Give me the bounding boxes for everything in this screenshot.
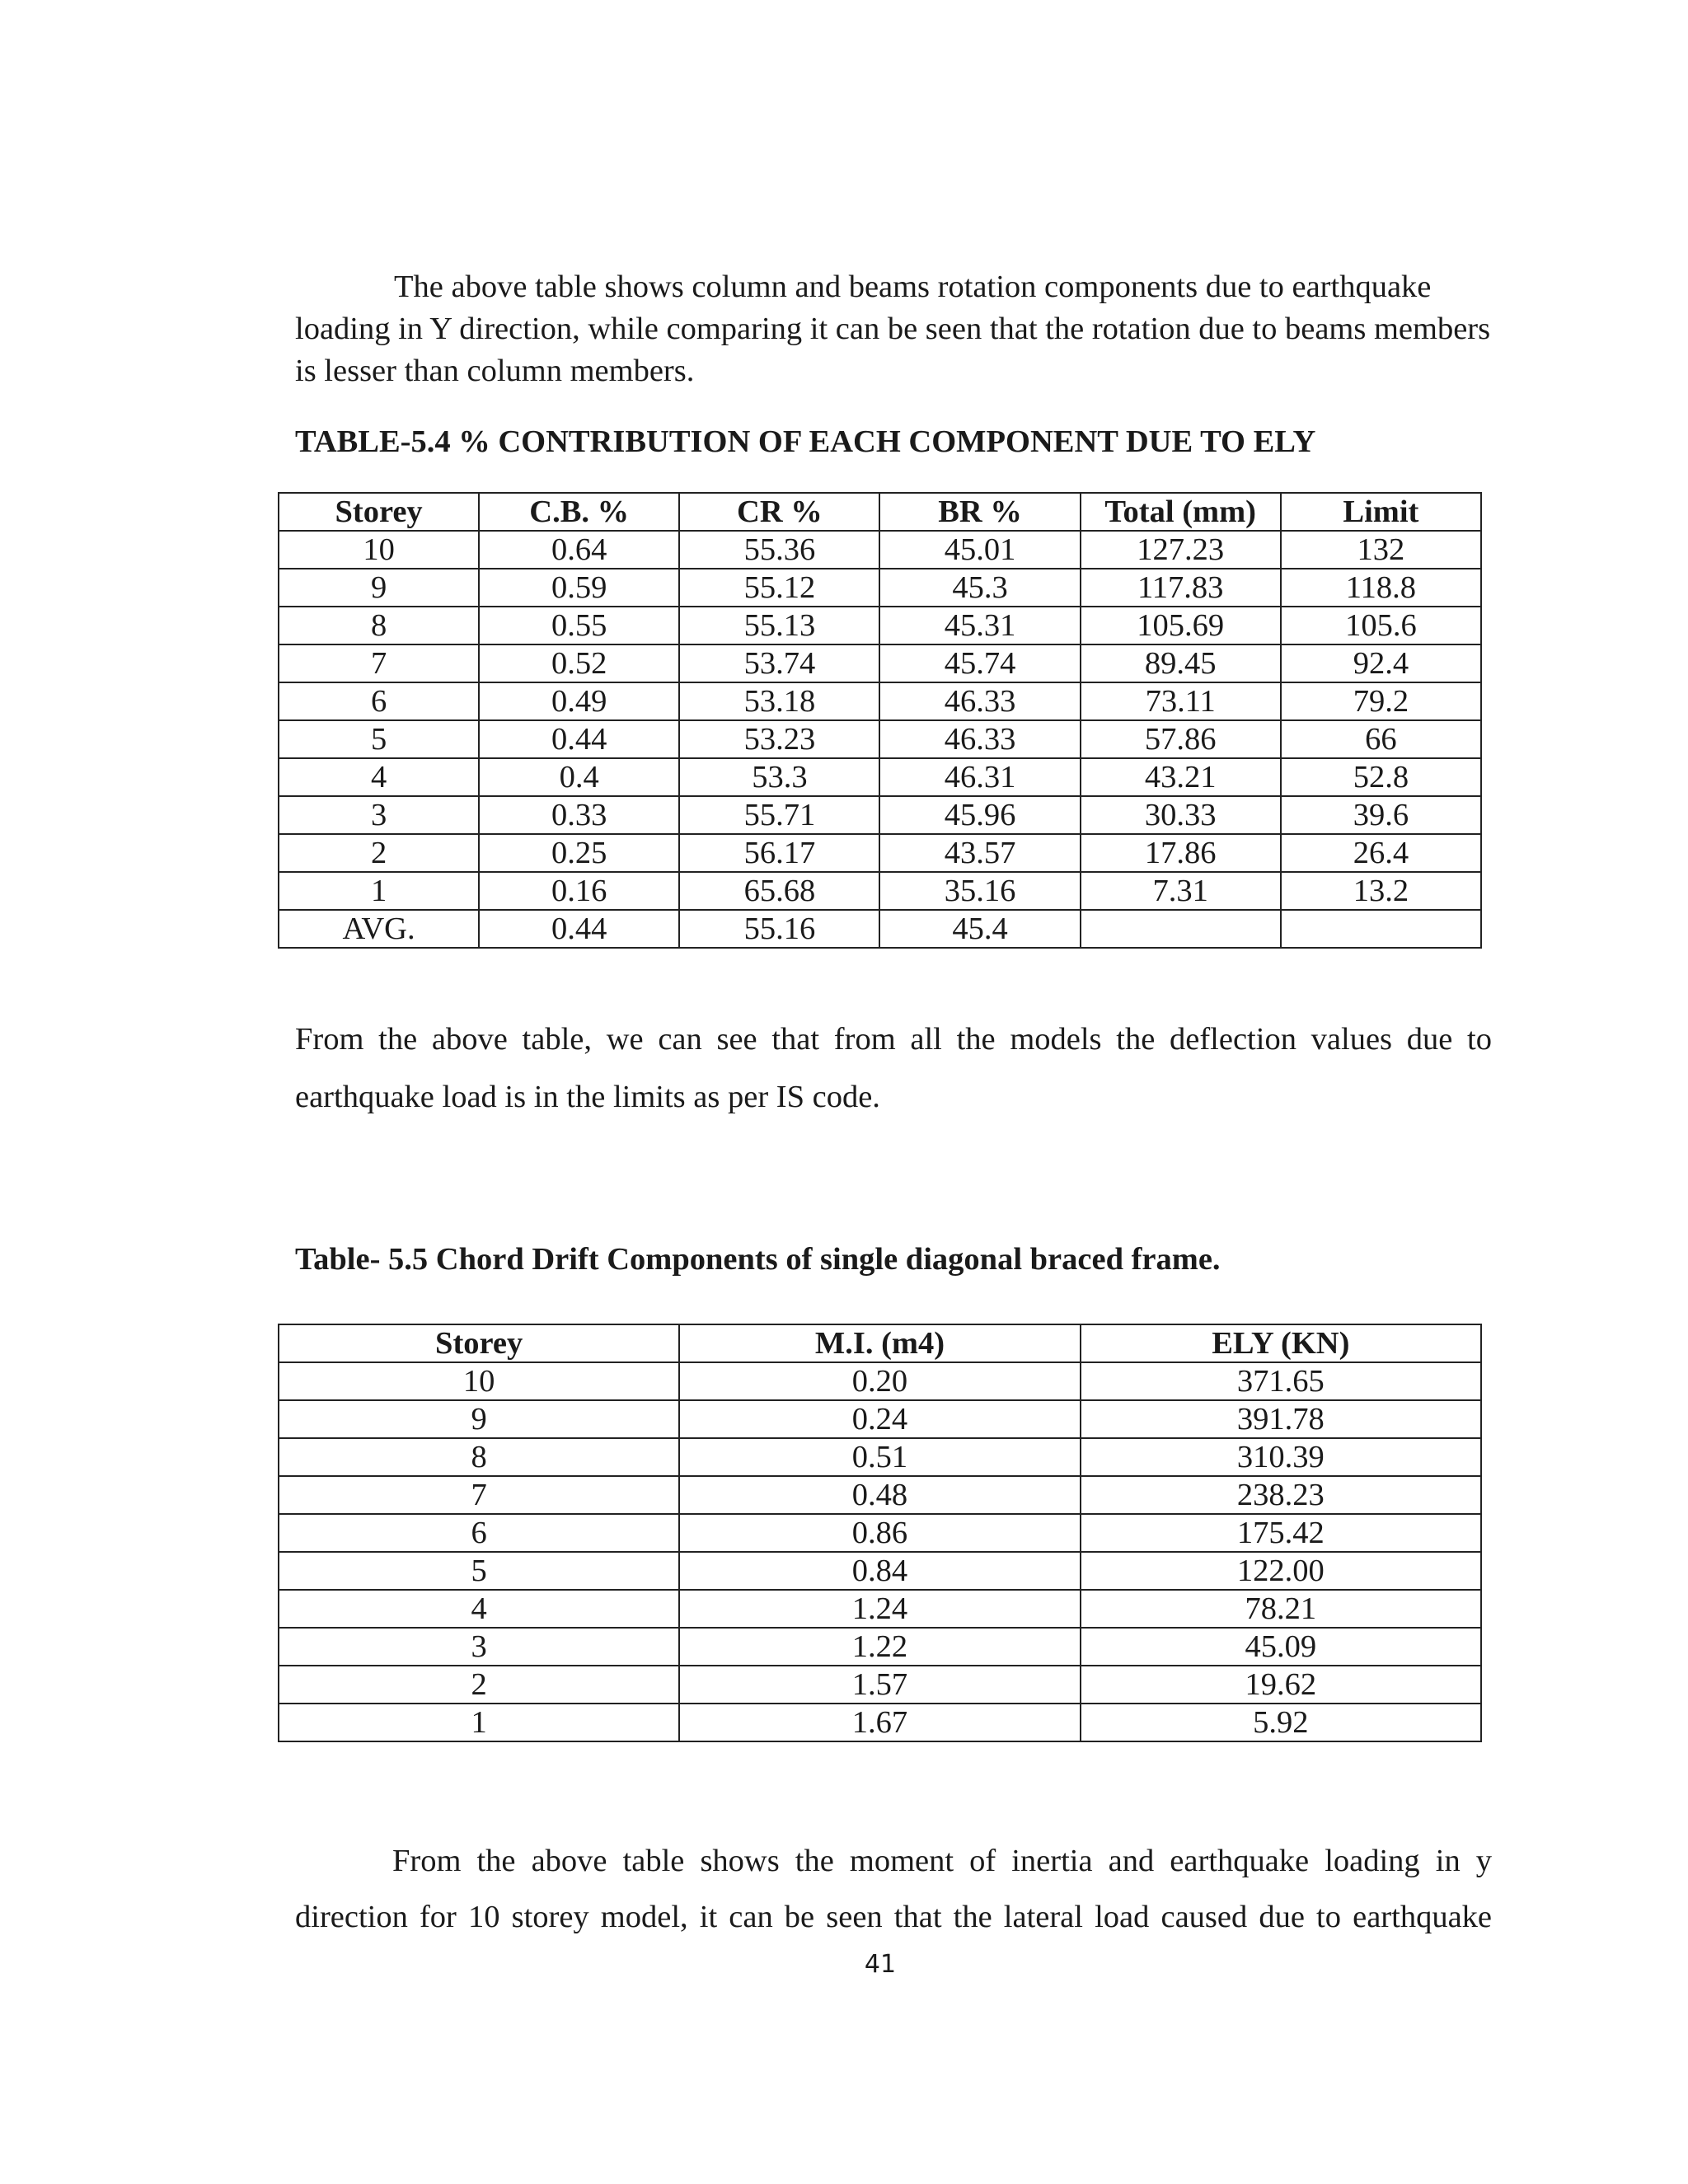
table-cell: 3 (279, 1628, 679, 1666)
table-row (279, 910, 1481, 948)
table-cell: 0.4 (479, 758, 679, 796)
table-cell: 43.21 (1081, 758, 1281, 796)
table-row (279, 796, 1481, 834)
table-cell: 79.2 (1281, 682, 1481, 720)
table-cell: 238.23 (1081, 1476, 1481, 1514)
table-row (279, 682, 1481, 720)
table-cell: 118.8 (1281, 569, 1481, 607)
table-cell: 132 (1281, 531, 1481, 569)
table-row (279, 607, 1481, 644)
paragraph-moment-of-inertia: From the above table shows the moment of inertia and earthquake loading in y direction for 10 storey model, it can be seen that the lateral load caused due to earthquake (295, 1844, 1492, 1934)
table-cell: 1.67 (679, 1704, 1080, 1741)
table-cell: 9 (279, 569, 479, 607)
page-number: 41 (864, 1950, 897, 1979)
table-cell: 7.31 (1081, 872, 1281, 910)
table-cell: 78.21 (1081, 1590, 1481, 1628)
table-cell: 65.68 (679, 872, 879, 910)
table-cell: 10 (279, 531, 479, 569)
table-cell: 1.24 (679, 1590, 1080, 1628)
table-cell: 46.31 (879, 758, 1080, 796)
table-5-4 (278, 492, 1482, 949)
column-header: M.I. (m4) (679, 1324, 1080, 1362)
table-cell: 117.83 (1081, 569, 1281, 607)
table-cell: 9 (279, 1400, 679, 1438)
table-cell: 45.96 (879, 796, 1080, 834)
table-cell: 6 (279, 1514, 679, 1552)
table-cell: 92.4 (1281, 644, 1481, 682)
table-cell (1281, 910, 1481, 948)
table-cell: 1.57 (679, 1666, 1080, 1704)
table-cell: 1.22 (679, 1628, 1080, 1666)
table-row (279, 872, 1481, 910)
table-cell: 55.36 (679, 531, 879, 569)
column-header: Storey (279, 1324, 679, 1362)
column-header: BR % (879, 493, 1080, 531)
table-cell: 5.92 (1081, 1704, 1481, 1741)
table-5-4-title: TABLE-5.4 % CONTRIBUTION OF EACH COMPONENT DUE TO ELY (295, 424, 1316, 459)
table-cell: 35.16 (879, 872, 1080, 910)
table-cell: 310.39 (1081, 1438, 1481, 1476)
table-row (279, 1704, 1481, 1741)
table-row (279, 1628, 1481, 1666)
table-cell: 39.6 (1281, 796, 1481, 834)
table-row (279, 1514, 1481, 1552)
table-cell (1081, 910, 1281, 948)
table-cell: 10 (279, 1362, 679, 1400)
table-cell: 7 (279, 644, 479, 682)
table-row (279, 531, 1481, 569)
table-cell: 45.01 (879, 531, 1080, 569)
table-cell: 66 (1281, 720, 1481, 758)
table-cell: 30.33 (1081, 796, 1281, 834)
table-cell: 175.42 (1081, 1514, 1481, 1552)
table-cell: 26.4 (1281, 834, 1481, 872)
table-cell: 0.55 (479, 607, 679, 644)
column-header: CR % (679, 493, 879, 531)
table-row (279, 569, 1481, 607)
table-cell: 1 (279, 1704, 679, 1741)
table-cell: 6 (279, 682, 479, 720)
table-cell: 8 (279, 1438, 679, 1476)
column-header: Limit (1281, 493, 1481, 531)
table-cell: 5 (279, 720, 479, 758)
table-cell: 8 (279, 607, 479, 644)
table-cell: 45.3 (879, 569, 1080, 607)
table-cell: 52.8 (1281, 758, 1481, 796)
table-cell: 2 (279, 1666, 679, 1704)
table-cell: 0.59 (479, 569, 679, 607)
table-cell: 0.25 (479, 834, 679, 872)
table-cell: 45.4 (879, 910, 1080, 948)
table-cell: 46.33 (879, 720, 1080, 758)
table-header-row (279, 493, 1481, 531)
table-cell: 7 (279, 1476, 679, 1514)
table-cell: 55.16 (679, 910, 879, 948)
table-5-5 (278, 1324, 1482, 1742)
table-cell: 0.24 (679, 1400, 1080, 1438)
column-header: C.B. % (479, 493, 679, 531)
paragraph-deflection: From the above table, we can see that from all the models the deflection values due to earthquake load is in the limits as per IS code. (295, 1022, 1492, 1114)
table-row (279, 644, 1481, 682)
table-cell: 105.69 (1081, 607, 1281, 644)
table-cell: 55.12 (679, 569, 879, 607)
column-header: ELY (KN) (1081, 1324, 1481, 1362)
table-row (279, 1590, 1481, 1628)
table-cell: 45.31 (879, 607, 1080, 644)
table-cell: 0.86 (679, 1514, 1080, 1552)
table-cell: 46.33 (879, 682, 1080, 720)
table-cell: 0.48 (679, 1476, 1080, 1514)
table-row (279, 834, 1481, 872)
table-cell: 0.16 (479, 872, 679, 910)
table-row (279, 1476, 1481, 1514)
table-cell: 0.33 (479, 796, 679, 834)
table-cell: 56.17 (679, 834, 879, 872)
table-cell: 105.6 (1281, 607, 1481, 644)
table-row (279, 1552, 1481, 1590)
column-header: Total (mm) (1081, 493, 1281, 531)
table-row (279, 1666, 1481, 1704)
table-cell: 13.2 (1281, 872, 1481, 910)
table-cell: 0.52 (479, 644, 679, 682)
table-5-5-title: Table- 5.5 Chord Drift Components of single diagonal braced frame. (295, 1242, 1221, 1277)
table-cell: 122.00 (1081, 1552, 1481, 1590)
table-cell: 55.13 (679, 607, 879, 644)
table-cell: 55.71 (679, 796, 879, 834)
table-cell: 17.86 (1081, 834, 1281, 872)
table-cell: 0.64 (479, 531, 679, 569)
table-cell: 53.3 (679, 758, 879, 796)
paragraph-intro: The above table shows column and beams rotation components due to earthquake loading in Y direction, while comparing it can be seen that the rotation due to beams members is lesser than column members. (295, 269, 1491, 388)
table-row (279, 720, 1481, 758)
table-cell: 391.78 (1081, 1400, 1481, 1438)
table-cell: 0.44 (479, 910, 679, 948)
table-cell: 5 (279, 1552, 679, 1590)
table-cell: 45.09 (1081, 1628, 1481, 1666)
table-cell: 53.18 (679, 682, 879, 720)
table-row (279, 1400, 1481, 1438)
table-cell: 371.65 (1081, 1362, 1481, 1400)
table-cell: 57.86 (1081, 720, 1281, 758)
table-cell: 2 (279, 834, 479, 872)
table-cell: 0.20 (679, 1362, 1080, 1400)
table-cell: 53.23 (679, 720, 879, 758)
column-header: Storey (279, 493, 479, 531)
table-cell: 4 (279, 758, 479, 796)
table-cell: 19.62 (1081, 1666, 1481, 1704)
table-cell: AVG. (279, 910, 479, 948)
table-cell: 0.84 (679, 1552, 1080, 1590)
table-cell: 127.23 (1081, 531, 1281, 569)
table-cell: 45.74 (879, 644, 1080, 682)
table-cell: 43.57 (879, 834, 1080, 872)
table-header-row (279, 1324, 1481, 1362)
table-cell: 73.11 (1081, 682, 1281, 720)
table-cell: 1 (279, 872, 479, 910)
table-cell: 89.45 (1081, 644, 1281, 682)
table-cell: 4 (279, 1590, 679, 1628)
table-row (279, 1362, 1481, 1400)
table-cell: 0.49 (479, 682, 679, 720)
table-row (279, 758, 1481, 796)
table-cell: 0.51 (679, 1438, 1080, 1476)
table-cell: 3 (279, 796, 479, 834)
table-cell: 0.44 (479, 720, 679, 758)
table-row (279, 1438, 1481, 1476)
table-cell: 53.74 (679, 644, 879, 682)
